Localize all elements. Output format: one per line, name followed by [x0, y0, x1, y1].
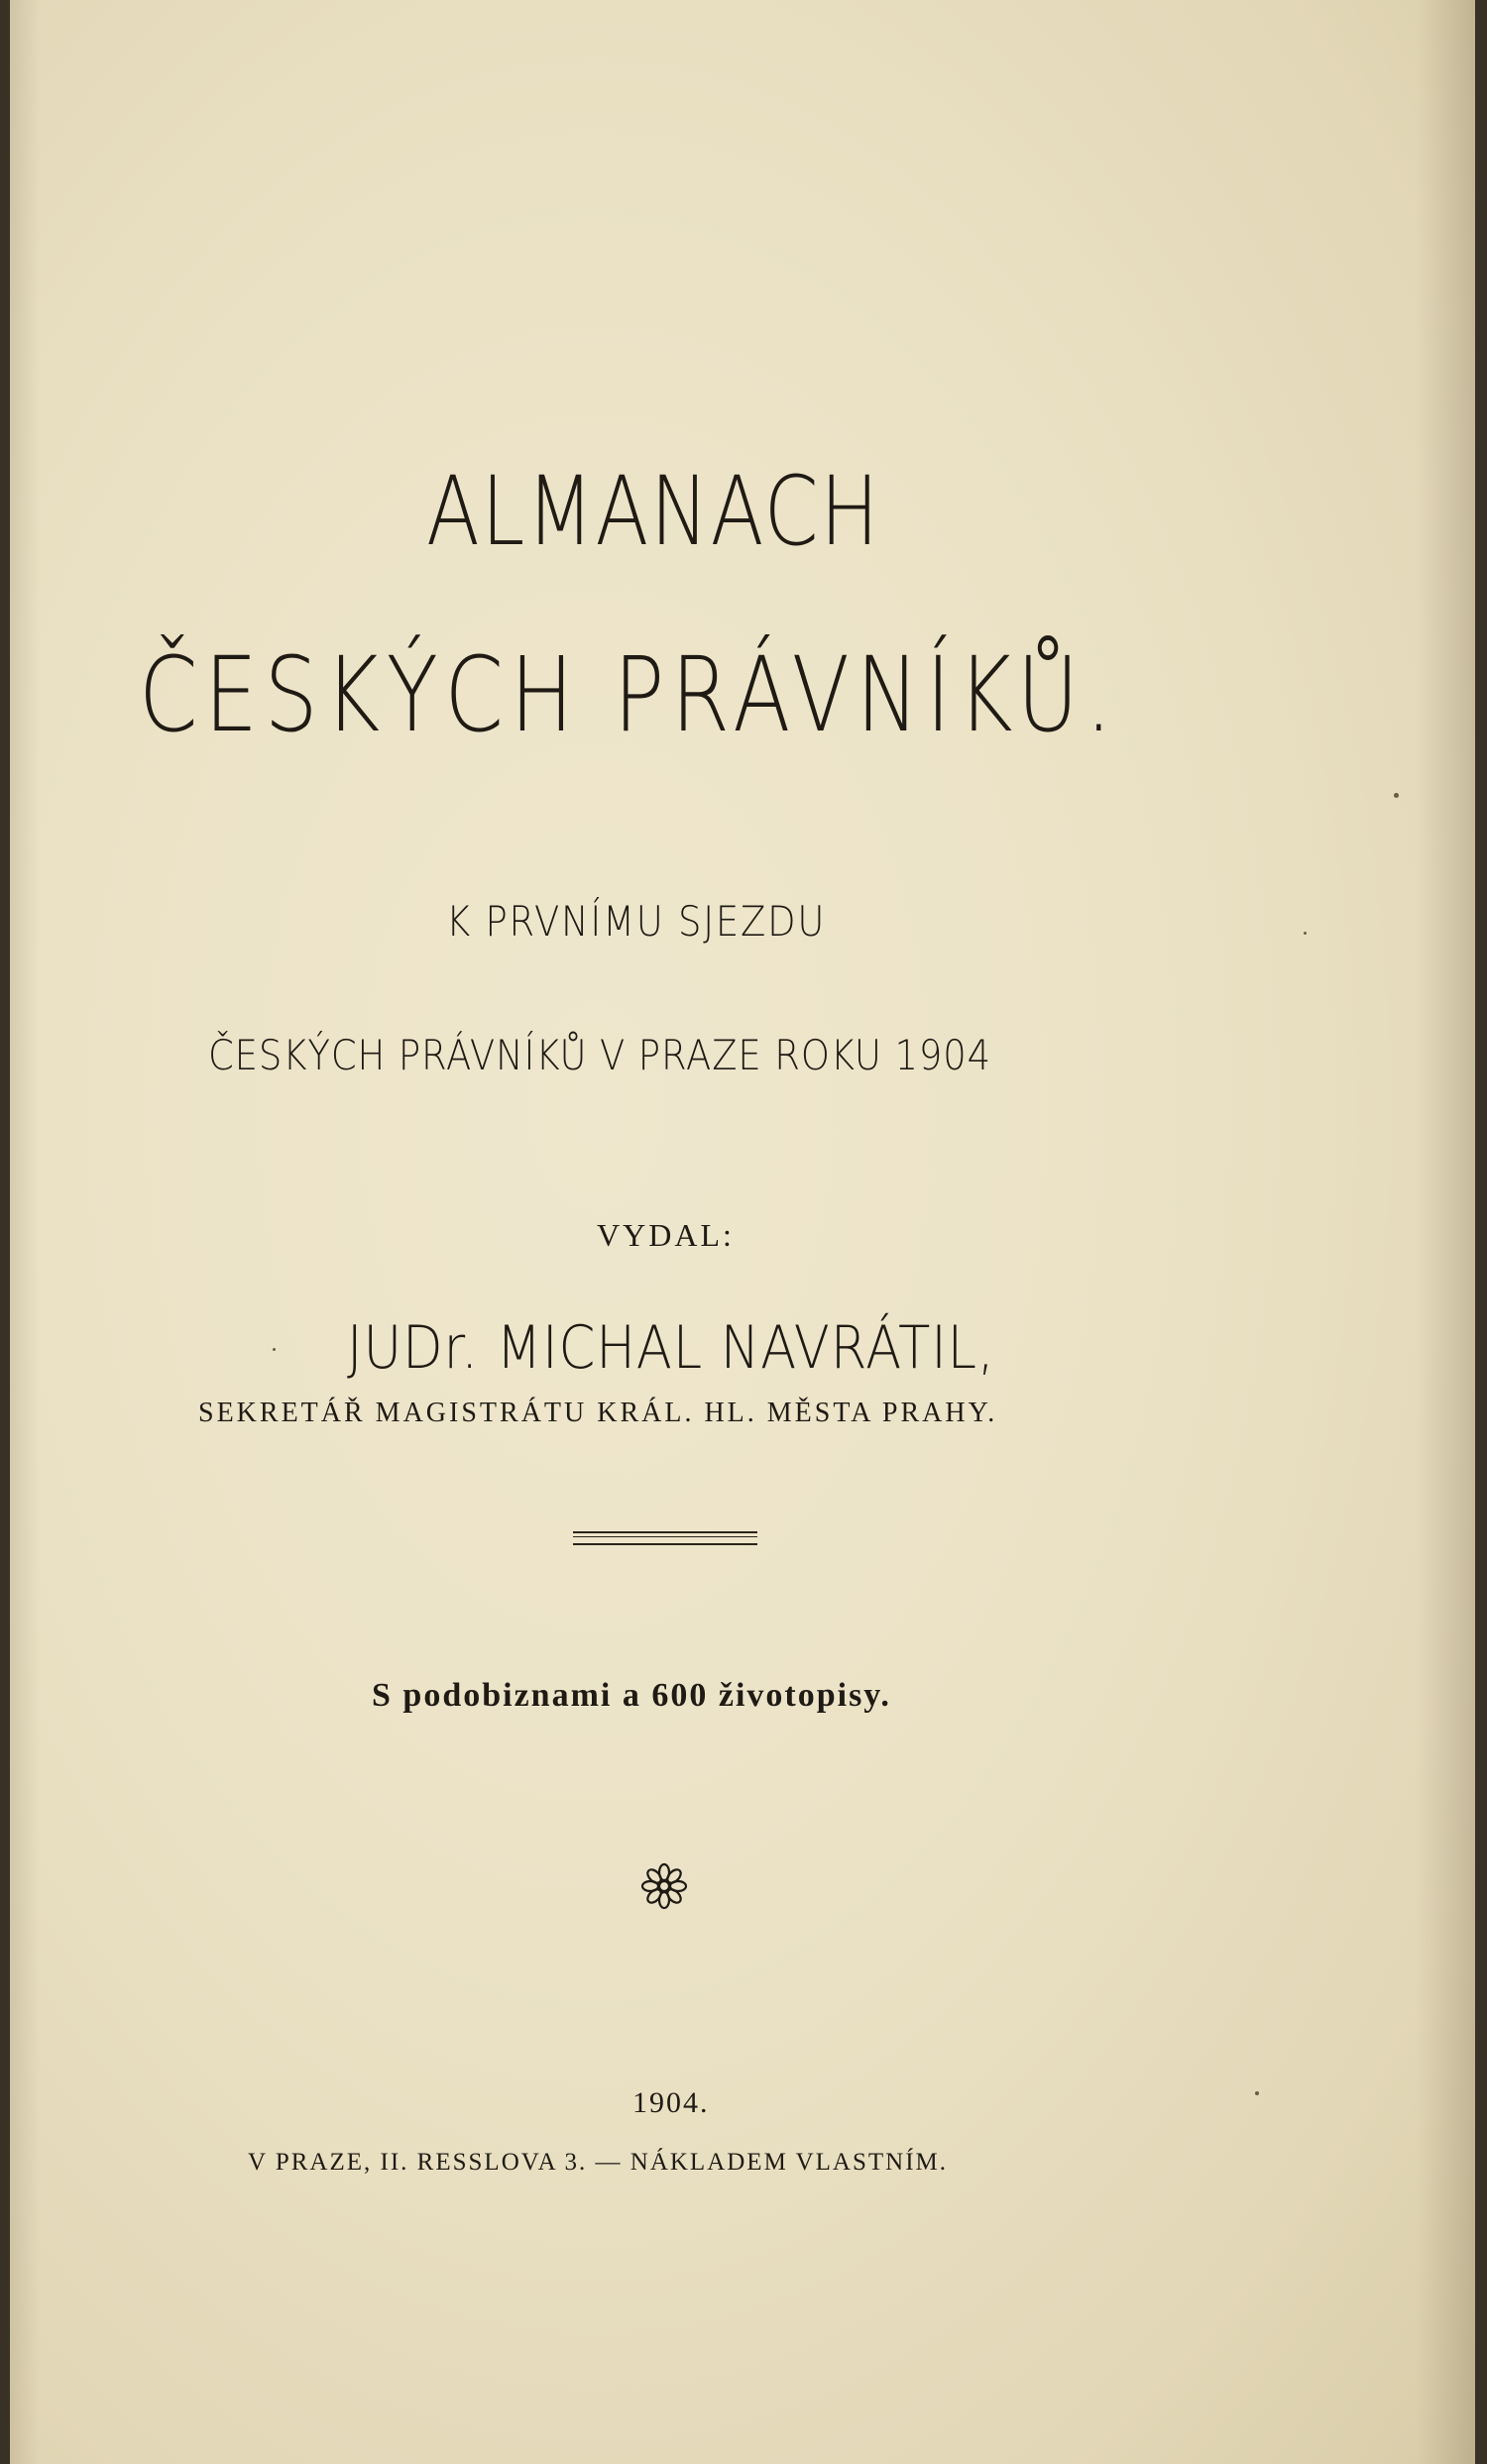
subtitle-line2: ČESKÝCH PRÁVNÍKŮ V PRAZE ROKU 1904: [208, 1031, 992, 1079]
paper-speck: [1394, 793, 1399, 798]
subtitle-line1: K PRVNÍMU SJEZDU: [446, 897, 827, 946]
book-title-line2: ČESKÝCH PRÁVNÍKŮ.: [139, 634, 1119, 755]
paper-speck: [273, 1348, 276, 1351]
page-edge-shadow-right: [1416, 0, 1475, 2464]
rosette-ornament-icon: [639, 1861, 689, 1911]
author-name: JUDr. MICHAL NAVRÁTIL,: [347, 1313, 995, 1383]
author-position: SEKRETÁŘ MAGISTRÁTU KRÁL. HL. MĚSTA PRAHY.: [198, 1398, 998, 1428]
publication-year: 1904.: [632, 2086, 710, 2119]
title-page: [10, 0, 1475, 2464]
published-by-label: VYDAL:: [597, 1217, 735, 1253]
contents-note: S podobiznami a 600 životopisy.: [372, 1677, 891, 1714]
page-edge-shadow-left: [10, 0, 40, 2464]
paper-speck: [1304, 932, 1307, 935]
double-rule-divider: [573, 1531, 757, 1545]
paper-speck: [1255, 2091, 1259, 2095]
book-title-line1: ALMANACH: [426, 456, 881, 567]
imprint-line: V PRAZE, II. RESSLOVA 3. — NÁKLADEM VLASTNÍM.: [248, 2149, 949, 2176]
